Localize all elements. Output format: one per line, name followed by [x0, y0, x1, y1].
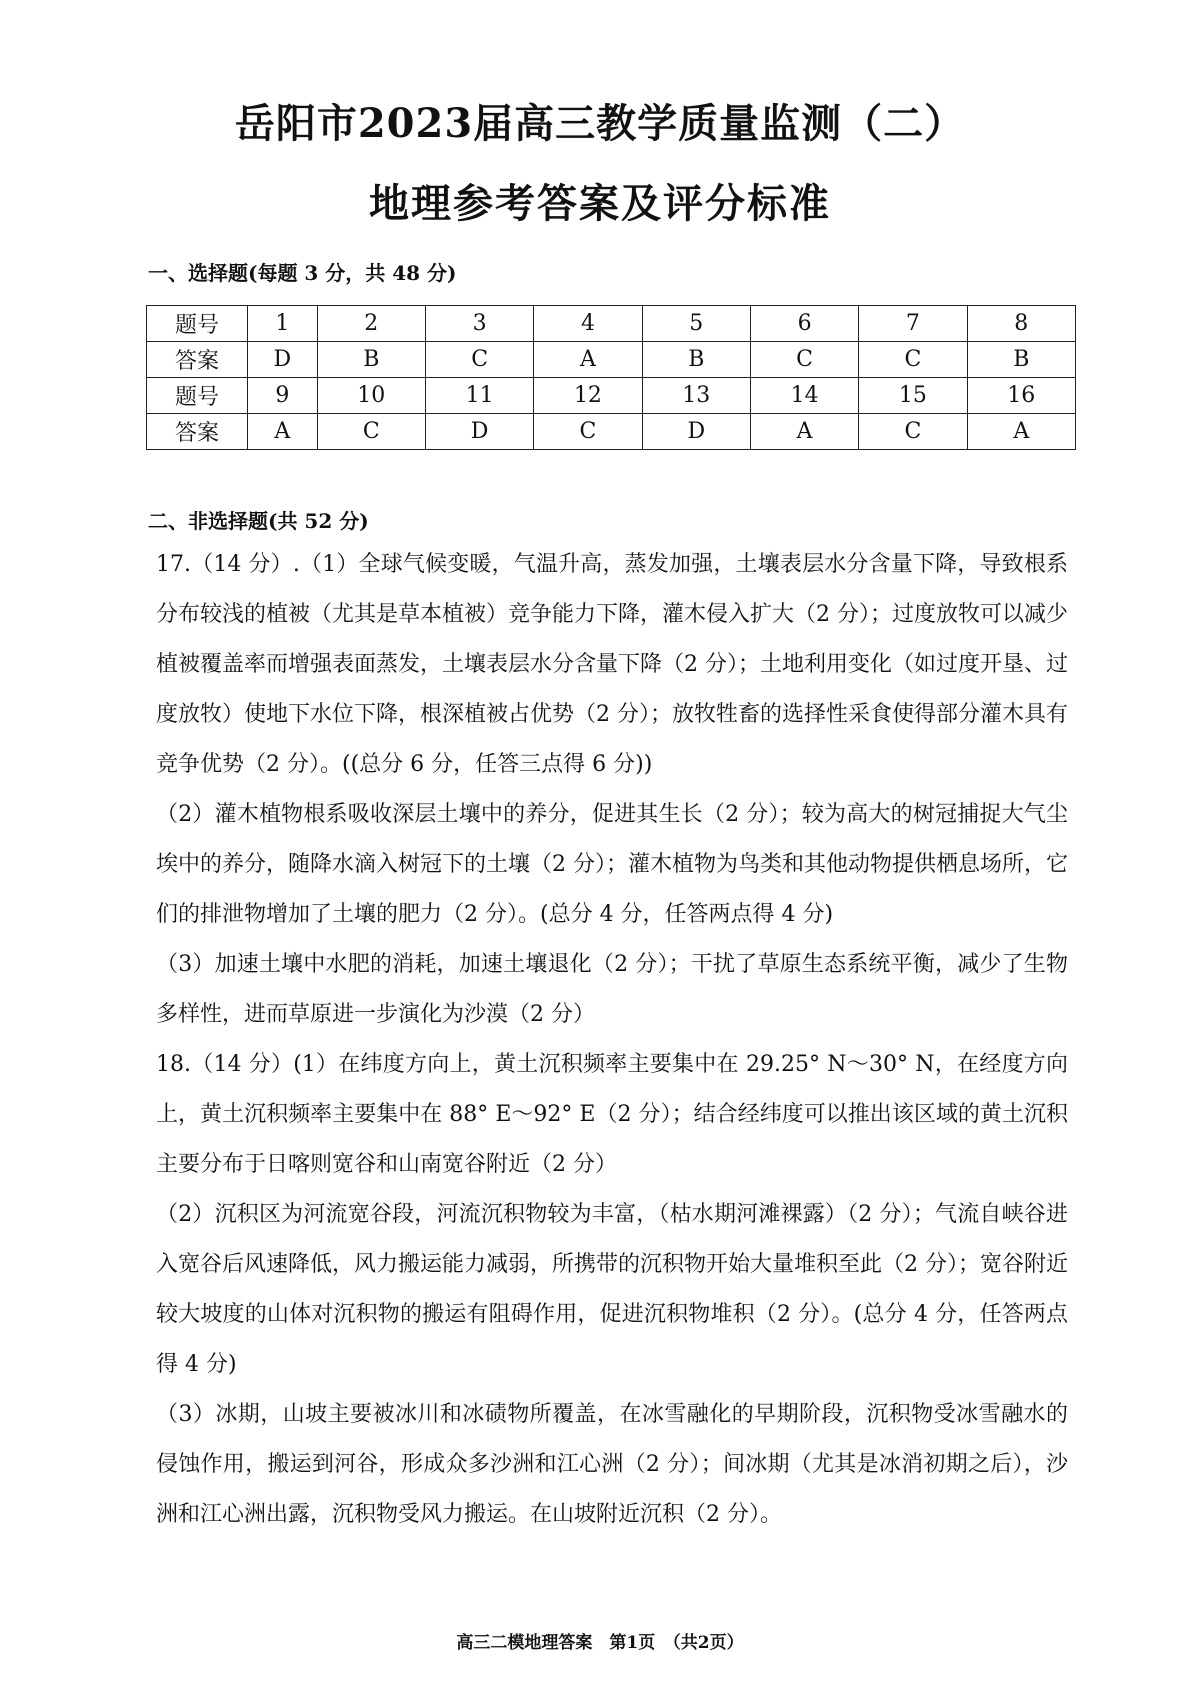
table-cell: C	[859, 414, 967, 450]
table-cell: B	[317, 342, 425, 378]
page-title: 岳阳市2023届高三教学质量监测（二）	[234, 100, 966, 147]
table-cell: 10	[317, 378, 425, 414]
table-cell: 9	[248, 378, 318, 414]
table-cell: 6	[750, 306, 858, 342]
answer-paragraph: （3）加速土壤中水肥的消耗，加速土壤退化（2 分）；干扰了草原生态系统平衡，减少了生物多样性，进而草原进一步演化为沙漠（2 分）	[156, 952, 1068, 1027]
table-cell: C	[859, 342, 967, 378]
answer-paragraph: 18.（14 分）(1）在纬度方向上，黄土沉积频率主要集中在 29.25° N～30° N，在经度方向上，黄土沉积频率主要集中在 88° E～92° E（2 分）；结合经纬度可以推出该区域的黄土沉积主要分布于日喀则宽谷和山南宽谷附近（2 分）	[156, 1052, 1068, 1177]
table-row	[147, 306, 1076, 342]
table-cell: 5	[642, 306, 750, 342]
row-label: 题号	[147, 378, 248, 414]
table-cell: 2	[317, 306, 425, 342]
answer-table-body	[147, 306, 1076, 450]
table-cell: B	[642, 342, 750, 378]
table-cell: A	[967, 414, 1075, 450]
table-cell: D	[425, 414, 533, 450]
table-cell: C	[750, 342, 858, 378]
table-cell: 16	[967, 378, 1075, 414]
row-label: 答案	[147, 342, 248, 378]
table-cell: C	[317, 414, 425, 450]
table-cell: 8	[967, 306, 1075, 342]
table-cell: A	[248, 414, 318, 450]
row-label: 答案	[147, 414, 248, 450]
answer-text	[156, 540, 1068, 1540]
table-cell: 4	[534, 306, 642, 342]
answer-table	[146, 305, 1076, 450]
answer-paragraph: （2）沉积区为河流宽谷段，河流沉积物较为丰富，（枯水期河滩裸露）（2 分）；气流自峡谷进入宽谷后风速降低，风力搬运能力减弱，所携带的沉积物开始大量堆积至此（2 分）；宽谷附近较大坡度的山体对沉积物的搬运有阻碍作用，促进沉积物堆积（2 分）。(总分 4 分，任答两点得 4 分)	[156, 1202, 1068, 1377]
table-cell: 13	[642, 378, 750, 414]
table-cell: A	[534, 342, 642, 378]
answer-paragraph: 17.（14 分）.（1）全球气候变暖，气温升高，蒸发加强，土壤表层水分含量下降，导致根系分布较浅的植被（尤其是草本植被）竞争能力下降，灌木侵入扩大（2 分）；过度放牧可以减少植被覆盖率而增强表面蒸发，土壤表层水分含量下降（2 分）；土地利用变化（如过度开垦、过度放牧）使地下水位下降，根深植被占优势（2 分）；放牧牲畜的选择性采食使得部分灌木具有竞争优势（2 分）。((总分 6 分，任答三点得 6 分))	[156, 552, 1068, 777]
table-cell: 3	[425, 306, 533, 342]
table-cell: 11	[425, 378, 533, 414]
table-cell: 12	[534, 378, 642, 414]
table-cell: D	[642, 414, 750, 450]
table-cell: 15	[859, 378, 967, 414]
table-cell: C	[534, 414, 642, 450]
section-heading-choice: 一、选择题(每题 3 分，共 48 分)	[148, 261, 457, 285]
table-cell: 14	[750, 378, 858, 414]
table-cell: C	[425, 342, 533, 378]
section-heading-nonchoice: 二、非选择题(共 52 分)	[148, 509, 369, 533]
answer-paragraph: （2）灌木植物根系吸收深层土壤中的养分，促进其生长（2 分）；较为高大的树冠捕捉大气尘埃中的养分，随降水滴入树冠下的土壤（2 分）；灌木植物为鸟类和其他动物提供栖息场所，它们的排泄物增加了土壤的肥力（2 分）。(总分 4 分，任答两点得 4 分)	[156, 802, 1068, 927]
table-cell: 7	[859, 306, 967, 342]
row-label: 题号	[147, 306, 248, 342]
answer-paragraph: （3）冰期，山坡主要被冰川和冰碛物所覆盖，在冰雪融化的早期阶段，沉积物受冰雪融水的侵蚀作用，搬运到河谷，形成众多沙洲和江心洲（2 分）；间冰期（尤其是冰消初期之后），沙洲和江心洲出露，沉积物受风力搬运。在山坡附近沉积（2 分）。	[156, 1402, 1068, 1527]
table-cell: D	[248, 342, 318, 378]
table-row	[147, 342, 1076, 378]
table-cell: A	[750, 414, 858, 450]
page-footer: 高三二模地理答案 第1页 （共2页）	[456, 1633, 744, 1653]
page-subtitle: 地理参考答案及评分标准	[369, 180, 831, 227]
table-cell: B	[967, 342, 1075, 378]
table-cell: 1	[248, 306, 318, 342]
table-row	[147, 378, 1076, 414]
table-row	[147, 414, 1076, 450]
